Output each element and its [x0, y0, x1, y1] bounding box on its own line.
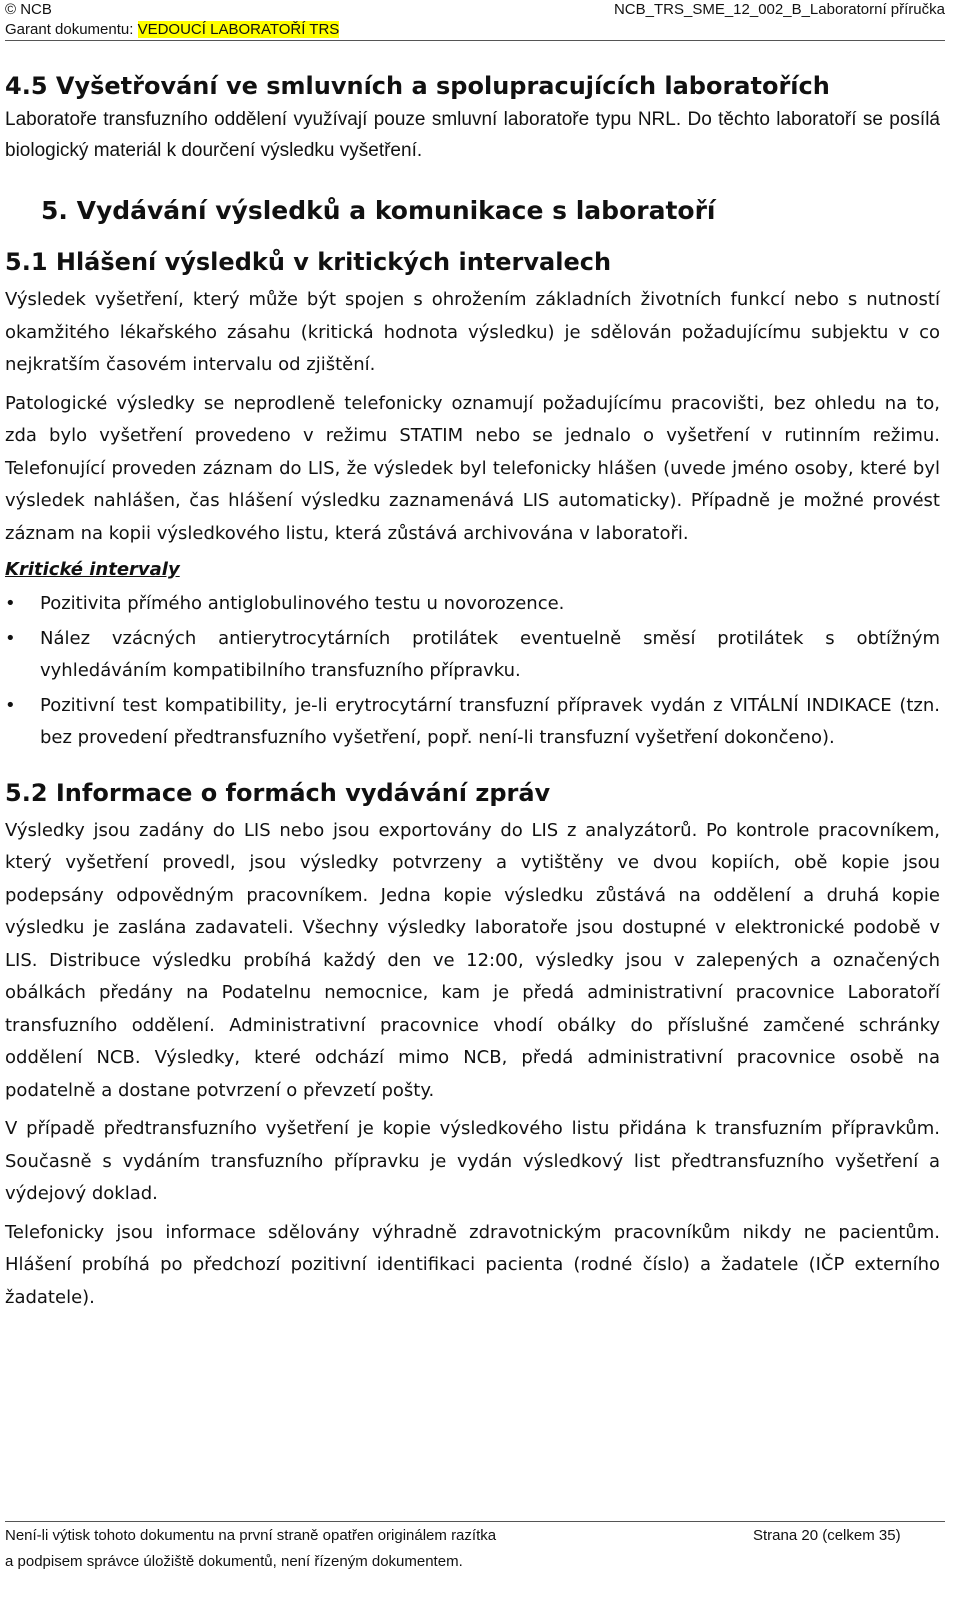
bullet-icon: • — [5, 694, 16, 716]
guarantor-value: VEDOUCÍ LABORATOŘÍ TRS — [137, 21, 340, 38]
section-5-2-paragraph-3: Telefonicky jsou informace sdělovány výhradně zdravotnickým pracovníkům nikdy ne pacientům. Hlášení probíhá po předchozí pozitivní identifikaci pacienta (rodné číslo) a žadatele (IČP externího žadatele). — [5, 1221, 940, 1308]
section-5-1-paragraph-2: Patologické výsledky se neprodleně telefonicky oznamují požadujícímu pracovišti, bez ohledu na to, zda bylo vyšetření provedeno v režimu STATIM nebo se jednalo o vyšetření v rutinním režimu. Telefonující proveden záznam do LIS, že výsledek byl telefonicky hlášen (uvede jméno osoby, které byl výsledek nahlášen, čas hlášení výsledku zaznamenává LIS automaticky). Případně je možné provést záznam na kopii výsledkového listu, která zůstává archivována v laboratoři. — [5, 392, 940, 544]
footer-divider — [5, 1521, 945, 1522]
list-item-text: Pozitivní test kompatibility, je-li erytrocytární transfuzní přípravek vydán z VITÁLNÍ INDIKACE (tzn. bez provedení předtransfuzního vyšetření, popř. není-li transfuzní vyšetření dokončeno). — [40, 694, 940, 748]
footer-line-1: Není-li výtisk tohoto dokumentu na první straně opatřen originálem razítka — [5, 1527, 497, 1544]
critical-intervals-heading: Kritické intervaly — [5, 559, 180, 580]
header-divider — [5, 40, 945, 41]
section-5-heading: 5. Vydávání výsledků a komunikace s laboratoří — [41, 196, 716, 225]
document-body — [5, 60, 940, 1314]
section-5-2-paragraph-2: V případě předtransfuzního vyšetření je kopie výsledkového listu přidána k transfuzním přípravkům. Současně s vydáním transfuzního přípravku je vydán výsledkový list předtransfuzního vyšetření a výdejový doklad. — [5, 1118, 940, 1204]
section-5-2-heading: 5.2 Informace o formách vydávání zpráv — [5, 778, 551, 807]
bullet-icon: • — [5, 627, 16, 649]
document-id: NCB_TRS_SME_12_002_B_Laboratorní příručka — [613, 1, 945, 18]
footer-line-2: a podpisem správce úložiště dokumentů, není řízeným dokumentem. — [5, 1553, 463, 1570]
footer-note — [5, 1523, 496, 1575]
list-item — [5, 588, 940, 621]
copyright-text: © NCB — [5, 1, 52, 18]
section-5-1-paragraph-1: Výsledek vyšetření, který může být spojen s ohrožením základních životních funkcí nebo s nutností okamžitého lékařského zásahu (kritická hodnota výsledku) je sdělován požadujícímu subjektu v co nejkratším časovém intervalu od zjištění. — [5, 289, 940, 375]
section-5-2-paragraph-1: Výsledky jsou zadány do LIS nebo jsou exportovány do LIS z analyzátorů. Po kontrole pracovníkem, který vyšetření provedl, jsou výsledky potvrzeny a vytištěny ve dvou kopiích, obě kopie jsou podepsány odpovědným pracovníkem. Jedna kopie výsledku zůstává na oddělení a druhá kopie výsledku je zaslána zadavateli. Všechny výsledky laboratoře jsou dostupné v elektronické podobě v LIS. Distribuce výsledku probíhá každý den ve 12:00, výsledky jsou v zalepených a označených obálkách předány na Podatelnu nemocnice, kam je předá administrativní pracovnice Laboratoří transfuzního oddělení. Administrativní pracovnice vhodí obálky do příslušné zamčené schránky oddělení NCB. Výsledky, které odchází mimo NCB, předá administrativní pracovnice osobě na podatelně a dostane potvrzení o převzetí pošty. — [5, 819, 940, 1101]
list-item — [5, 623, 940, 688]
guarantor-label: Garant dokumentu: — [5, 21, 134, 38]
guarantor-line — [5, 20, 339, 40]
list-item-text: Pozitivita přímého antiglobulinového testu u novorozence. — [40, 593, 565, 614]
bullet-icon: • — [5, 593, 16, 614]
list-item — [5, 690, 940, 755]
section-4-5-text: Laboratoře transfuzního oddělení využívají pouze smluvní laboratoře typu NRL. Do těchto laboratoří se posílá biologický materiál k dourčení výsledku vyšetření. — [5, 109, 940, 161]
page-number: Strana 20 (celkem 35) — [753, 1527, 901, 1544]
critical-intervals-list — [5, 588, 940, 755]
list-item-text: Nález vzácných antierytrocytárních protilátek eventuelně směsí protilátek s obtížným vyhledáváním kompatibilního transfuzního přípravku. — [40, 627, 940, 681]
header-left — [5, 0, 339, 40]
section-5-1-heading: 5.1 Hlášení výsledků v kritických intervalech — [5, 248, 612, 276]
section-4-5-heading: 4.5 Vyšetřování ve smluvních a spolupracujících laboratořích — [5, 72, 830, 100]
